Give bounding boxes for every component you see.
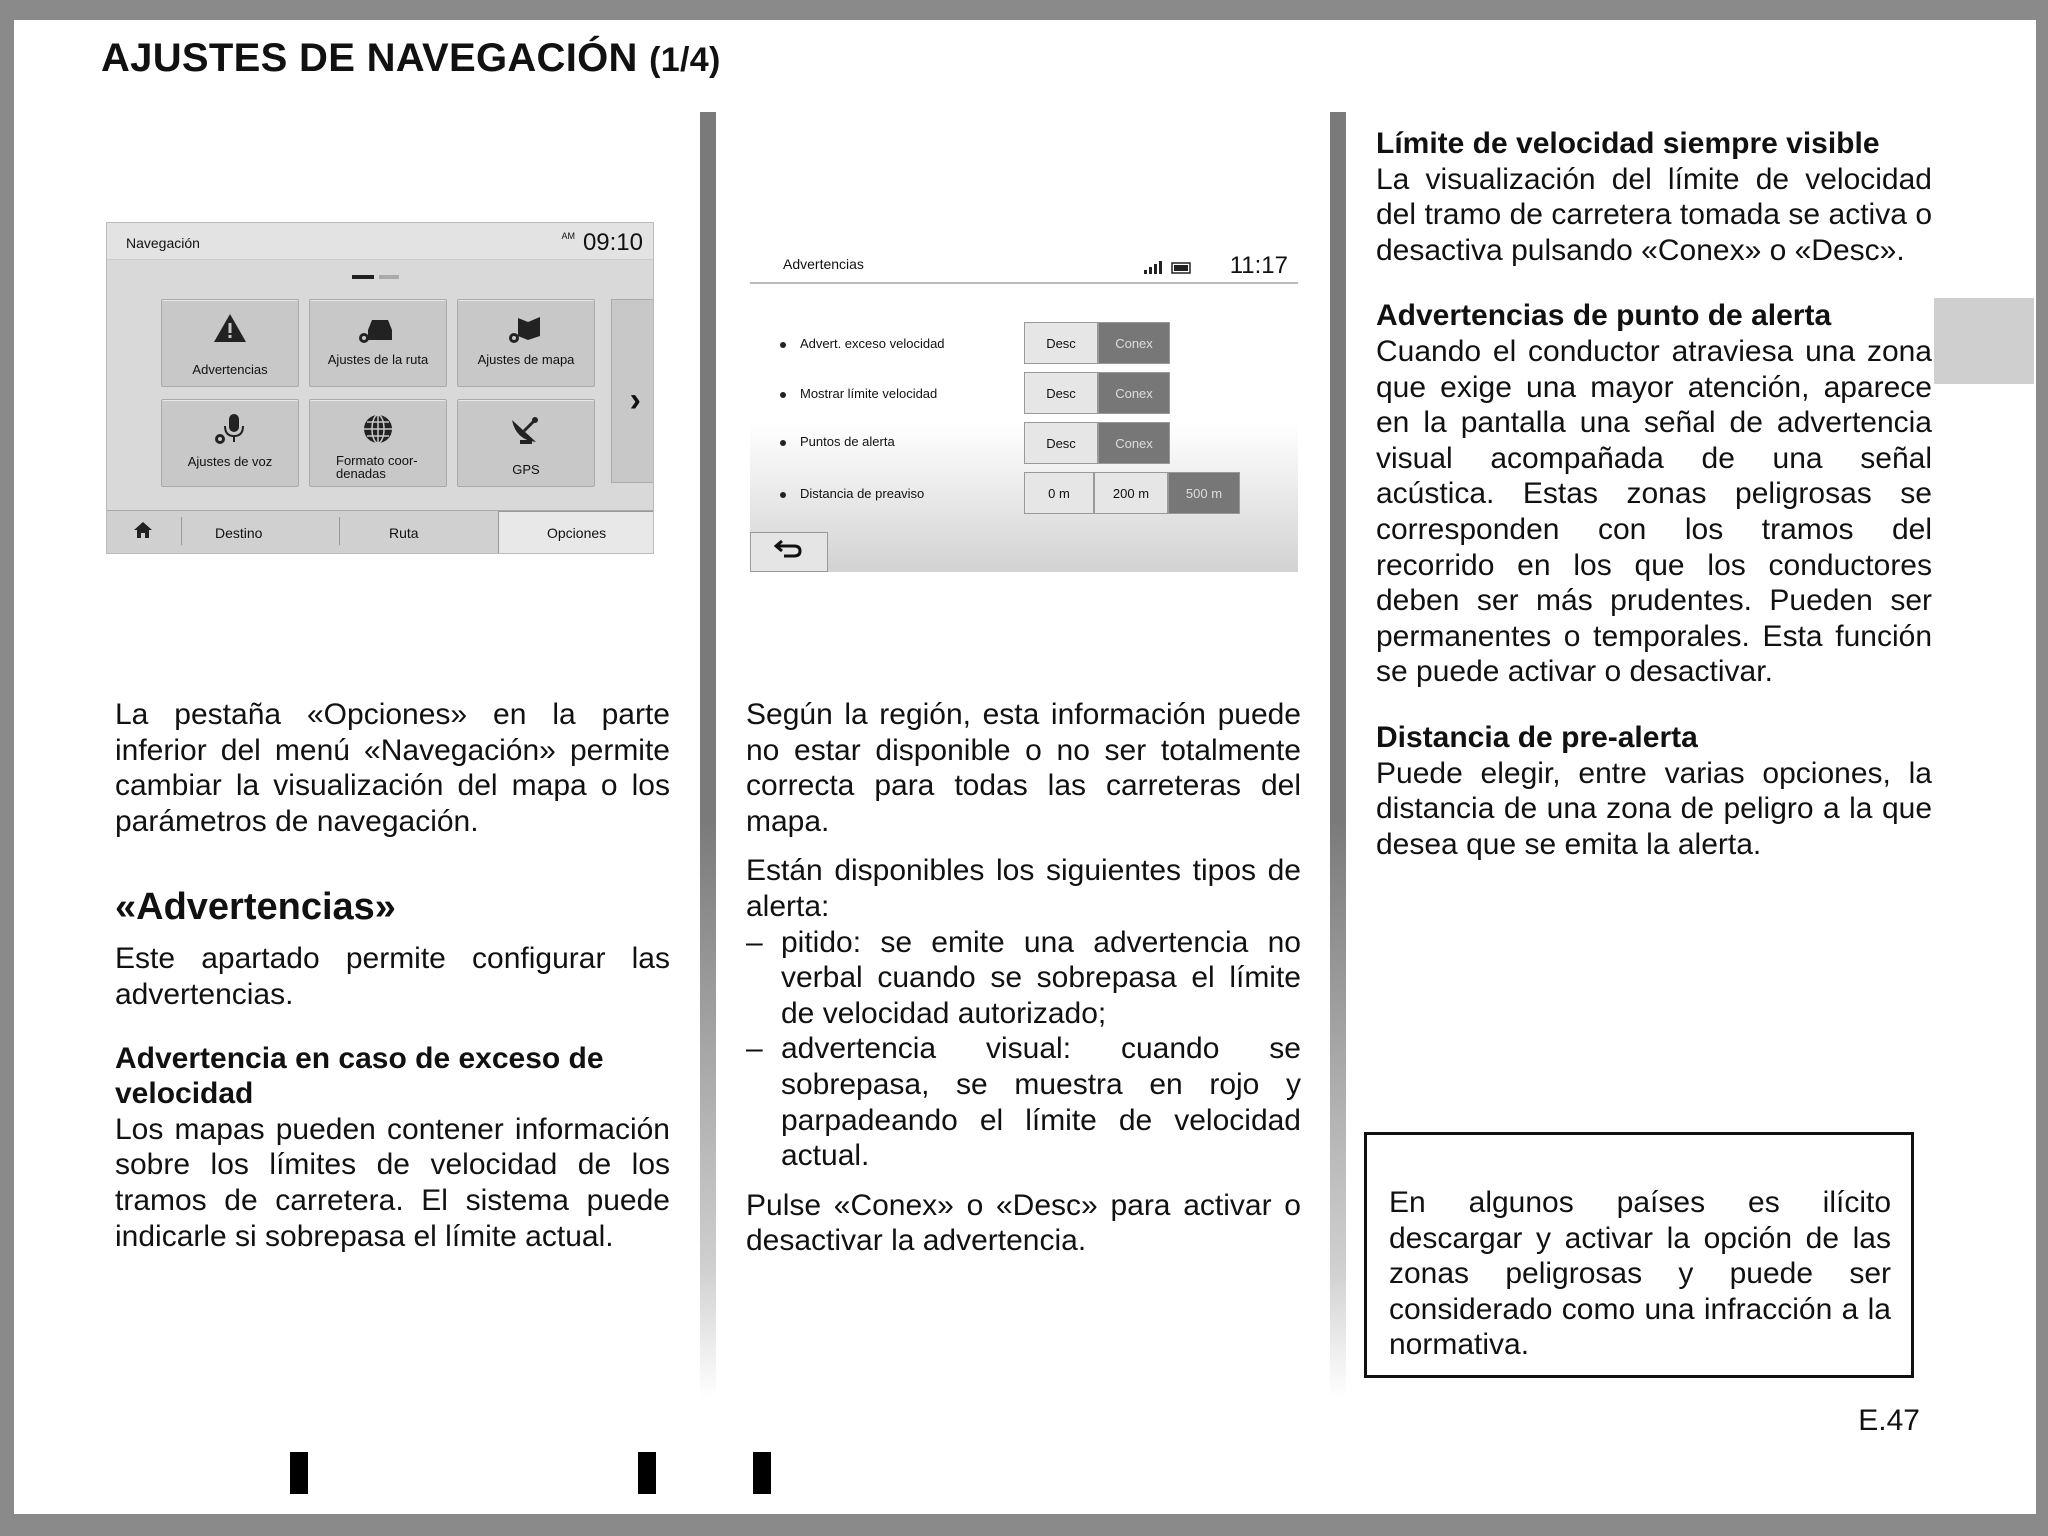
tile-label: GPS [512,462,540,477]
tab-destino[interactable]: Destino [215,525,263,541]
desc-button[interactable]: Desc [1024,372,1098,414]
bullet-icon [780,440,786,446]
clock: 09:10 [582,229,643,256]
subsection-text: Puede elegir, entre varias opciones, la distancia de una zona de peligro a la que desea que se emita la alerta. [1376,756,1932,861]
tab-opciones: Opciones [547,525,607,541]
list-item [746,1031,1301,1173]
clock: 11:17 [1229,252,1288,279]
bullet-icon [780,342,786,348]
warning-icon [162,312,298,351]
paragraph: Pulse «Conex» o «Desc» para activar o desactivar la advertencia. [746,1188,1301,1258]
setting-row [780,486,924,501]
list-item-text: pitido: se emite una advertencia no verbal cuando se sobrepasa el límite de velocidad autorizado; [781,925,1301,1030]
tab-divider [181,517,182,545]
map-settings-icon [458,312,594,353]
setting-row [780,434,895,449]
page-indicator-active [352,275,374,279]
navigation-menu-screenshot [106,222,654,554]
page-title-main: AJUSTES DE NAVEGACIÓN [101,36,638,80]
setting-label: Mostrar límite velocidad [800,386,938,401]
page-title [101,36,721,81]
tile-label: Ajustes de la ruta [327,352,429,367]
back-button[interactable] [750,532,828,572]
page-number: E.47 [1858,1404,1920,1437]
satellite-dish-icon [458,412,594,455]
list-item-text: advertencia visual: cuando se sobrepasa, se muestra en rojo y parpadeando el límite de velocidad actual. [781,1032,1301,1173]
tab-divider [339,517,340,545]
setting-label: Distancia de preaviso [800,486,925,501]
screen-header [107,223,653,260]
screen-title: Advertencias [783,256,864,272]
distance-0m-button[interactable]: 0 m [1024,472,1094,514]
column-right [1376,126,1932,862]
subsection-heading: Advertencias de punto de alerta [1376,299,1832,333]
bullet-icon [780,392,786,398]
tile-label: Ajustes de mapa [477,352,575,367]
bottom-tab-bar [107,510,653,553]
page-title-part: (1/4) [649,41,721,79]
list-item [746,925,1301,1032]
screen-title: Navegación [126,235,200,251]
dash-bullet: – [746,925,763,959]
setting-row [780,336,945,351]
print-mark [290,1452,308,1494]
subsection-heading: Advertencia en caso de exceso de velocidad [115,1041,604,1111]
setting-row [780,386,937,401]
tab-ruta[interactable]: Ruta [389,525,419,541]
microphone-icon [162,412,298,453]
conex-button[interactable]: Conex [1098,422,1170,464]
subsection-heading: Límite de velocidad siempre visible [1376,127,1880,160]
print-mark [753,1452,771,1494]
legal-notice-box: En algunos países es ilícito descargar y activar la opción de las zonas peligrosas y puede ser considerado como una infracción a la normativa. [1364,1132,1914,1378]
route-settings-icon [310,312,446,353]
tile-advertencias[interactable] [161,299,299,387]
page-indicator [379,275,399,279]
section-heading: «Advertencias» [115,886,396,929]
home-icon[interactable] [133,521,153,542]
subsection-text: Cuando el conductor atraviesa una zona que exige una mayor atención, aparece en la pantalla una señal de advertencia visual acompañada de una señal acústica. Estas zonas peligrosas se corresponden con los tramos del recorrido en los que los conductores deben ser más prudentes. Pueden ser permanentes o temporales. Esta función se puede activar o desactivar. [1376,334,1932,689]
tile-ajustes-ruta[interactable] [309,299,447,387]
screen-header [750,242,1298,284]
subsection-text: Los mapas pueden contener información sobre los límites de velocidad de los tramos de carretera. El sistema puede indicarle si sobrepasa el límite actual. [115,1112,670,1253]
column-left [115,697,670,1254]
setting-label: Puntos de alerta [800,434,895,449]
dash-bullet: – [746,1032,763,1066]
tile-label: Formato coor- denadas [336,453,418,481]
conex-button[interactable]: Conex [1098,372,1170,414]
chevron-right-icon[interactable]: › [629,381,641,419]
distance-200m-button[interactable]: 200 m [1094,472,1168,514]
tile-formato-coordenadas[interactable] [309,399,447,487]
tile-label: Ajustes de voz [187,454,273,469]
desc-button[interactable]: Desc [1024,422,1098,464]
distance-500m-button[interactable]: 500 m [1168,472,1240,514]
subsection-heading: Distancia de pre-alerta [1376,720,1698,754]
tile-ajustes-mapa[interactable] [457,299,595,387]
back-arrow-icon [774,538,804,565]
print-mark [638,1452,656,1494]
setting-label: Advert. exceso velocidad [800,336,945,351]
tab-opciones-active[interactable] [498,511,653,553]
desc-button[interactable]: Desc [1024,322,1098,364]
alerts-settings-screenshot [750,242,1298,572]
conex-button[interactable]: Conex [1098,322,1170,364]
subsection-text: La visualización del límite de velocidad del tramo de carretera tomada se activa o desactiva pulsando «Conex» o «Desc». [1376,162,1932,267]
paragraph: Según la región, esta información puede no estar disponible o no ser totalmente correcta para todas las carreteras del mapa. [746,698,1301,838]
column-middle [746,697,1301,1259]
column-separator [700,112,716,1398]
column-separator [1330,112,1346,1398]
section-intro: Este apartado permite configurar las advertencias. [115,942,670,1011]
section-tab-marker [1934,298,2034,384]
intro-paragraph: La pestaña «Opciones» en la parte inferior del menú «Navegación» permite cambiar la visualización del mapa o los parámetros de navegación. [115,698,670,838]
globe-icon [310,412,446,453]
tile-ajustes-voz[interactable] [161,399,299,487]
signal-battery-icon [1144,260,1194,277]
tile-label: Advertencias [192,362,268,377]
ampm-indicator: AM [561,231,575,241]
bullet-icon [780,492,786,498]
tile-gps[interactable] [457,399,595,487]
paragraph: Están disponibles los siguientes tipos de alerta: [746,854,1301,923]
